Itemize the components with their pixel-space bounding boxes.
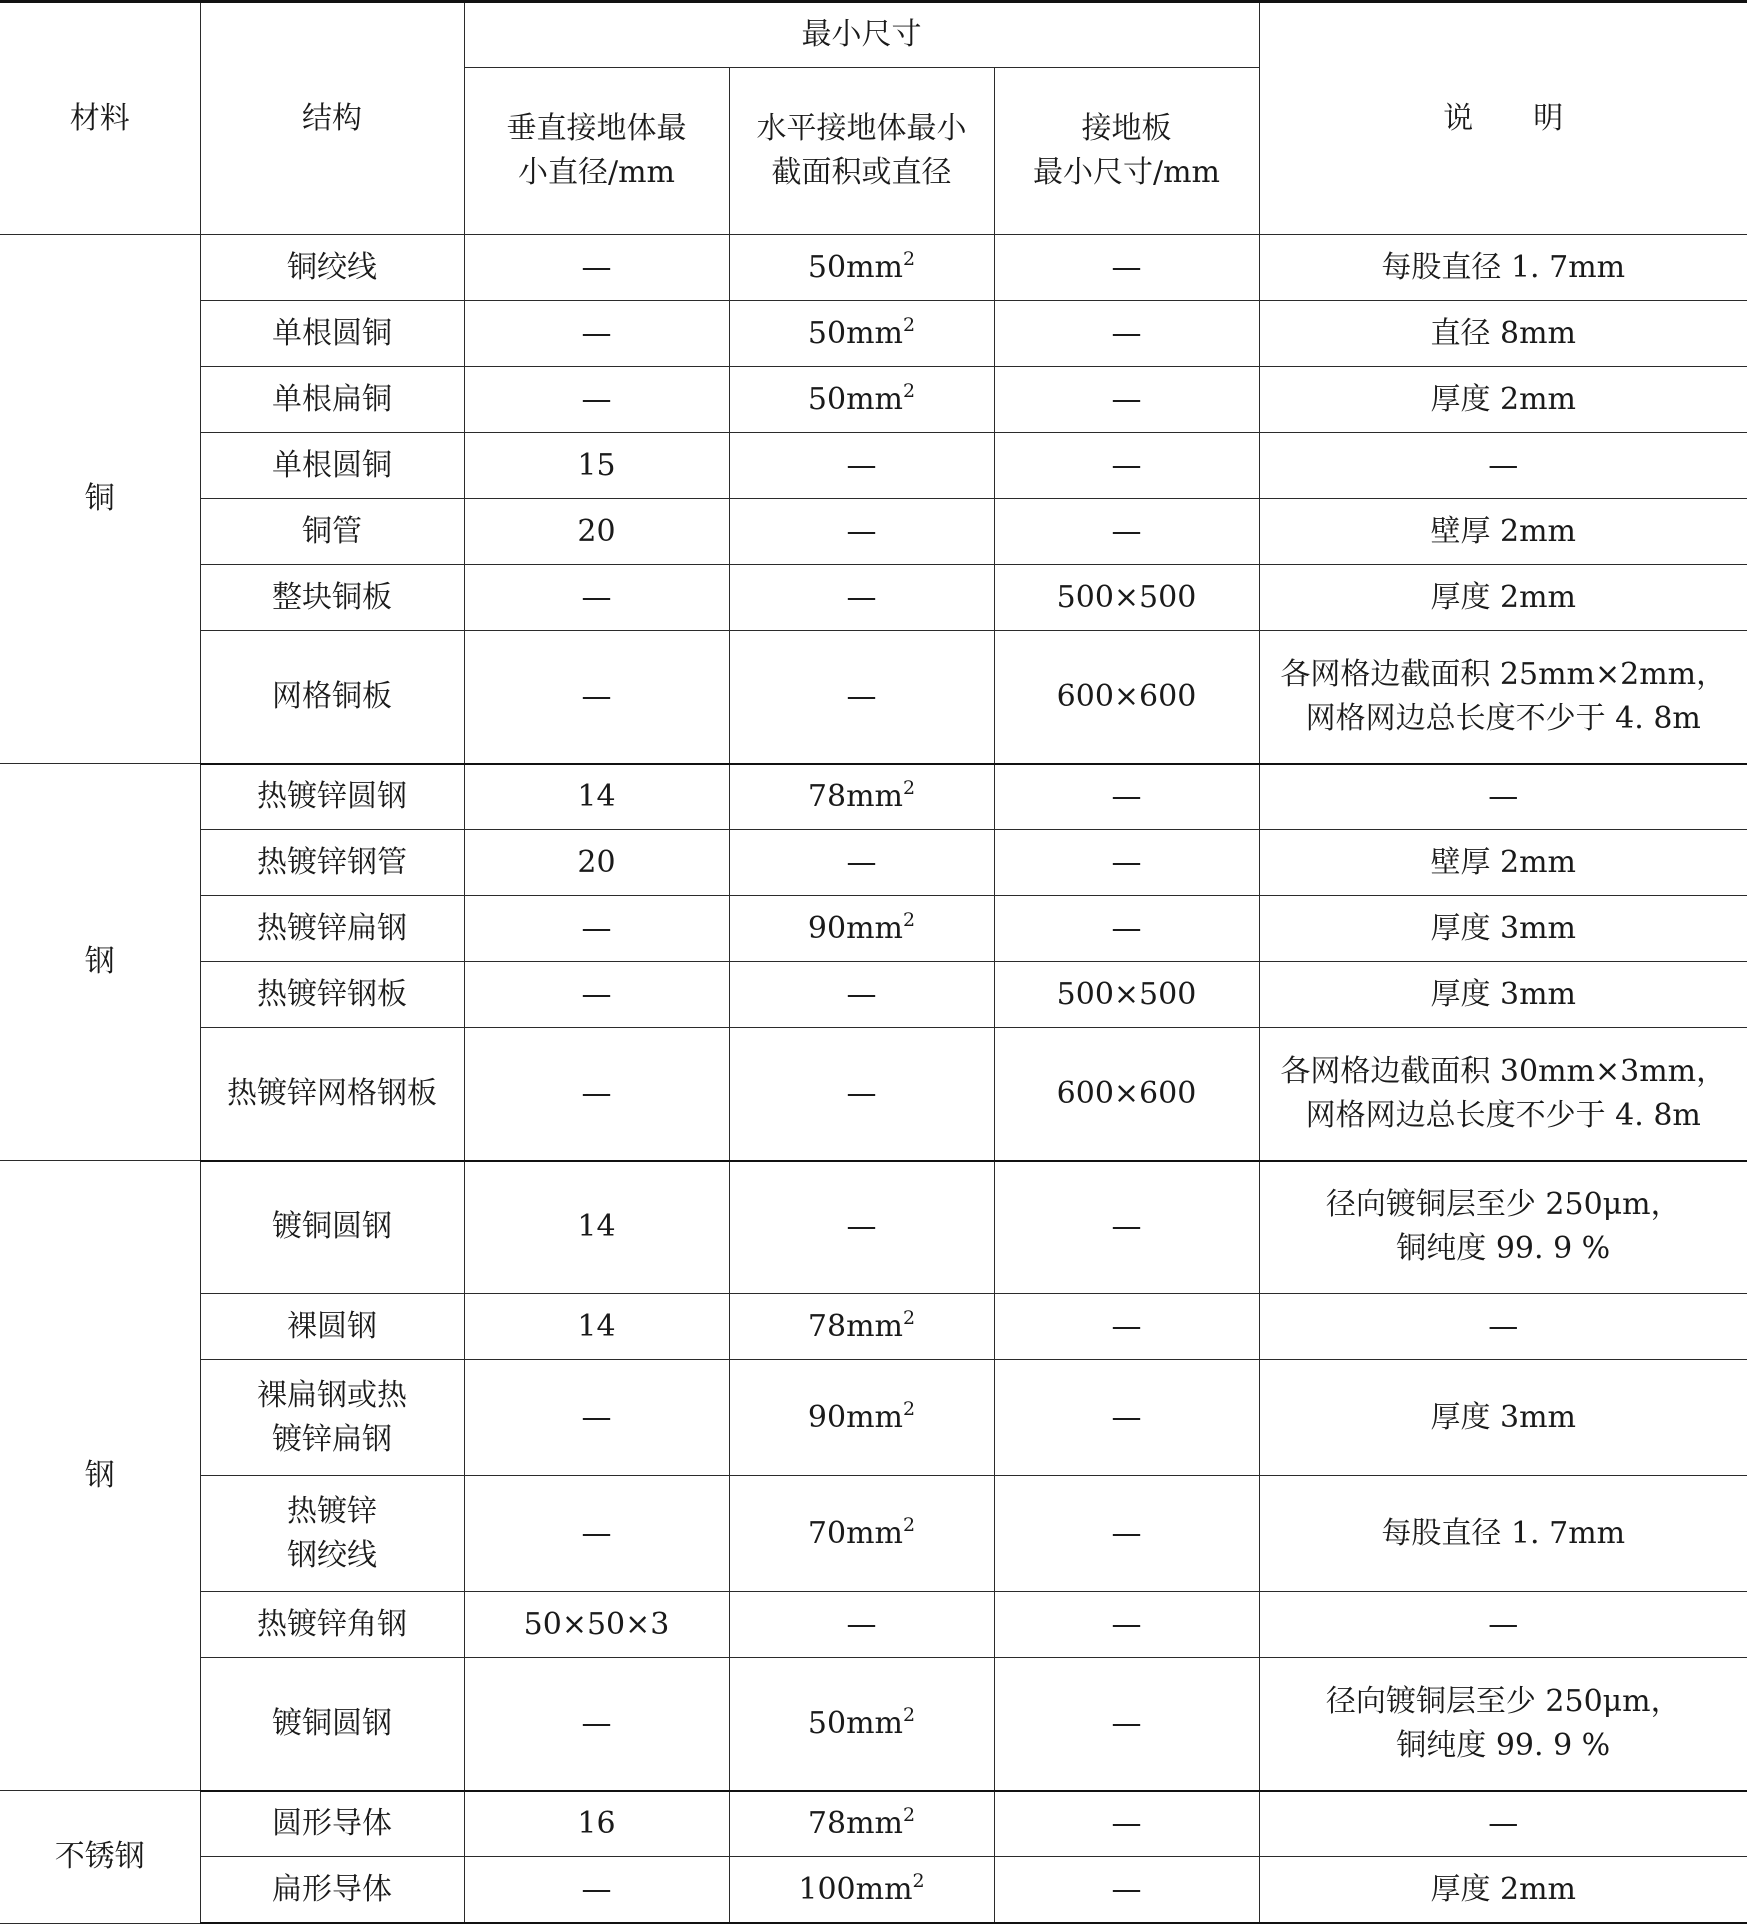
cell-line: 网格网边总长度不少于 4. 8m (1305, 700, 1701, 736)
structure-cell (200, 235, 464, 301)
cell-line: 壁厚 2mm (1430, 844, 1577, 880)
horizontal-value: — (846, 976, 877, 1012)
vertical-diameter-cell: — (464, 962, 729, 1028)
notes-cell (1259, 830, 1747, 896)
horizontal-superscript: 2 (902, 313, 916, 336)
cell-line: 每股直径 1. 7mm (1381, 1515, 1626, 1551)
header-material: 材料 (0, 2, 200, 235)
plate-size-cell: 600×600 (994, 631, 1259, 764)
table-row (0, 1791, 1747, 1857)
cell-line: 镀铜圆钢 (272, 1706, 392, 1742)
vertical-diameter-cell: — (464, 1360, 729, 1476)
plate-size-cell: 500×500 (994, 565, 1259, 631)
vertical-diameter-cell: — (464, 565, 729, 631)
material-cell: 钢 (0, 764, 200, 1161)
horizontal-section-cell (729, 235, 994, 301)
structure-cell (200, 1360, 464, 1476)
table-header (0, 2, 1747, 235)
cell-line: 铜纯度 99. 9 % (1396, 1231, 1611, 1267)
plate-size-cell: — (994, 1592, 1259, 1658)
plate-size-cell: — (994, 235, 1259, 301)
horizontal-value: 50mm (807, 315, 903, 351)
horizontal-section-cell (729, 764, 994, 830)
structure-cell (200, 433, 464, 499)
vertical-diameter-cell: 14 (464, 1161, 729, 1294)
horizontal-value: 70mm (807, 1515, 903, 1551)
horizontal-superscript: 2 (902, 1306, 916, 1329)
cell-line: 整块铜板 (272, 579, 392, 615)
horizontal-value: — (846, 678, 877, 714)
notes-cell (1259, 1857, 1747, 1923)
structure-cell (200, 1592, 464, 1658)
cell-line: 厚度 2mm (1430, 579, 1577, 615)
header-vertical-electrode: 垂直接地体最 小直径/mm (464, 68, 729, 235)
table-row (0, 301, 1747, 367)
horizontal-section-cell (729, 1791, 994, 1857)
cell-line: 扁形导体 (272, 1871, 392, 1907)
plate-size-cell: — (994, 1791, 1259, 1857)
header-min-size: 最小尺寸 (464, 2, 1259, 68)
notes-cell (1259, 1476, 1747, 1592)
cell-line: — (1488, 447, 1519, 483)
horizontal-superscript: 2 (902, 776, 916, 799)
cell-line: 厚度 2mm (1430, 381, 1577, 417)
material-cell: 钢 (0, 1161, 200, 1791)
cell-line: 铜绞线 (287, 249, 377, 285)
horizontal-section-cell (729, 367, 994, 433)
horizontal-value: — (846, 579, 877, 615)
vertical-diameter-cell: — (464, 1857, 729, 1923)
vertical-diameter-cell: — (464, 1028, 729, 1161)
horizontal-value: — (846, 1606, 877, 1642)
cell-line: 热镀锌网格钢板 (227, 1075, 437, 1111)
vertical-diameter-cell: — (464, 1476, 729, 1592)
horizontal-section-cell (729, 565, 994, 631)
structure-cell (200, 764, 464, 830)
table-row (0, 1360, 1747, 1476)
vertical-diameter-cell: 14 (464, 1294, 729, 1360)
horizontal-value: — (846, 844, 877, 880)
notes-cell (1259, 1161, 1747, 1294)
structure-cell (200, 631, 464, 764)
notes-cell (1259, 235, 1747, 301)
table-row (0, 1294, 1747, 1360)
header-notes: 说 明 (1259, 2, 1747, 235)
structure-cell (200, 1857, 464, 1923)
horizontal-superscript: 2 (912, 1869, 925, 1892)
horizontal-value: 78mm (807, 1806, 903, 1842)
horizontal-value: 50mm (807, 1706, 903, 1742)
cell-line: 各网格边截面积 30mm×3mm， (1280, 1053, 1727, 1089)
structure-cell (200, 301, 464, 367)
cell-line: 热镀锌圆钢 (257, 778, 407, 814)
cell-line: — (1488, 1806, 1519, 1842)
horizontal-superscript: 2 (902, 908, 916, 931)
horizontal-section-cell (729, 1028, 994, 1161)
cell-line: 热镀锌 (287, 1493, 377, 1529)
structure-cell (200, 1028, 464, 1161)
plate-size-cell: — (994, 830, 1259, 896)
header-horizontal-electrode: 水平接地体最小 截面积或直径 (729, 68, 994, 235)
cell-line: 网格网边总长度不少于 4. 8m (1305, 1097, 1701, 1133)
notes-cell (1259, 1592, 1747, 1658)
notes-cell (1259, 499, 1747, 565)
cell-line: 裸扁钢或热 (257, 1377, 407, 1413)
cell-line: 各网格边截面积 25mm×2mm， (1280, 656, 1727, 692)
cell-line: 热镀锌角钢 (257, 1606, 407, 1642)
notes-cell (1259, 631, 1747, 764)
notes-cell (1259, 1791, 1747, 1857)
horizontal-section-cell (729, 896, 994, 962)
structure-cell (200, 367, 464, 433)
horizontal-value: — (846, 447, 877, 483)
vertical-diameter-cell: — (464, 301, 729, 367)
notes-cell (1259, 764, 1747, 830)
cell-line: 径向镀铜层至少 250μm， (1325, 1684, 1681, 1720)
plate-size-cell: — (994, 1294, 1259, 1360)
structure-cell (200, 1476, 464, 1592)
header-structure: 结构 (200, 2, 464, 235)
material-cell: 铜 (0, 235, 200, 764)
horizontal-superscript: 2 (902, 247, 916, 270)
horizontal-value: 50mm (807, 249, 903, 285)
table-row (0, 764, 1747, 830)
table-row (0, 433, 1747, 499)
vertical-diameter-cell: — (464, 896, 729, 962)
plate-size-cell: — (994, 1360, 1259, 1476)
cell-line: 热镀锌钢管 (257, 844, 407, 880)
cell-line: 钢绞线 (287, 1537, 377, 1573)
table-row (0, 631, 1747, 764)
plate-size-cell: — (994, 433, 1259, 499)
horizontal-section-cell (729, 1592, 994, 1658)
cell-line: 裸圆钢 (287, 1308, 377, 1344)
horizontal-section-cell (729, 1294, 994, 1360)
horizontal-superscript: 2 (902, 1804, 916, 1827)
notes-cell (1259, 962, 1747, 1028)
structure-cell (200, 1161, 464, 1294)
horizontal-section-cell (729, 433, 994, 499)
cell-line: 热镀锌扁钢 (257, 910, 407, 946)
plate-size-cell: — (994, 301, 1259, 367)
cell-line: 每股直径 1. 7mm (1381, 249, 1626, 285)
table-row (0, 962, 1747, 1028)
cell-line: 厚度 3mm (1430, 1399, 1577, 1435)
plate-size-cell: — (994, 1857, 1259, 1923)
vertical-diameter-cell: 20 (464, 499, 729, 565)
cell-line: 单根圆铜 (272, 447, 392, 483)
plate-size-cell: — (994, 367, 1259, 433)
cell-line: 径向镀铜层至少 250μm， (1325, 1187, 1681, 1223)
cell-line: — (1488, 778, 1519, 814)
table-row (0, 499, 1747, 565)
horizontal-superscript: 2 (902, 379, 916, 402)
table-row (0, 1658, 1747, 1791)
notes-cell (1259, 367, 1747, 433)
vertical-diameter-cell: — (464, 631, 729, 764)
horizontal-section-cell (729, 631, 994, 764)
cell-line: 厚度 2mm (1430, 1871, 1577, 1907)
cell-line: 厚度 3mm (1430, 976, 1577, 1012)
cell-line: 镀铜圆钢 (272, 1209, 392, 1245)
cell-line: 铜管 (302, 513, 362, 549)
cell-line: 单根圆铜 (272, 315, 392, 351)
plate-size-cell: — (994, 1476, 1259, 1592)
cell-line: 壁厚 2mm (1430, 513, 1577, 549)
table-row (0, 1028, 1747, 1161)
notes-cell (1259, 1360, 1747, 1476)
notes-cell (1259, 1294, 1747, 1360)
table-body (0, 235, 1747, 1924)
horizontal-section-cell (729, 830, 994, 896)
vertical-diameter-cell: 50×50×3 (464, 1592, 729, 1658)
table-row (0, 1476, 1747, 1592)
horizontal-section-cell (729, 301, 994, 367)
cell-line: 直径 8mm (1430, 315, 1577, 351)
vertical-diameter-cell: — (464, 235, 729, 301)
cell-line: 铜纯度 99. 9 % (1396, 1728, 1611, 1764)
horizontal-value: 50mm (807, 381, 903, 417)
structure-cell (200, 565, 464, 631)
notes-cell (1259, 565, 1747, 631)
vertical-diameter-cell: 16 (464, 1791, 729, 1857)
cell-line: 网格铜板 (272, 678, 392, 714)
horizontal-value: — (846, 1209, 877, 1245)
horizontal-superscript: 2 (902, 1704, 916, 1727)
cell-line: 圆形导体 (272, 1806, 392, 1842)
table-row (0, 367, 1747, 433)
table-row (0, 1161, 1747, 1294)
horizontal-value: — (846, 513, 877, 549)
cell-line: 厚度 3mm (1430, 910, 1577, 946)
notes-cell (1259, 301, 1747, 367)
structure-cell (200, 499, 464, 565)
cell-line: 单根扁铜 (272, 381, 392, 417)
structure-cell (200, 1658, 464, 1791)
plate-size-cell: — (994, 1658, 1259, 1791)
notes-cell (1259, 1658, 1747, 1791)
vertical-diameter-cell: — (464, 367, 729, 433)
notes-cell (1259, 896, 1747, 962)
horizontal-value: 78mm (807, 1308, 903, 1344)
structure-cell (200, 830, 464, 896)
header-ground-plate: 接地板 最小尺寸/mm (994, 68, 1259, 235)
plate-size-cell: — (994, 499, 1259, 565)
structure-cell (200, 896, 464, 962)
cell-line: — (1488, 1606, 1519, 1642)
notes-cell (1259, 433, 1747, 499)
notes-cell (1259, 1028, 1747, 1161)
horizontal-section-cell (729, 962, 994, 1028)
vertical-diameter-cell: — (464, 1658, 729, 1791)
plate-size-cell: — (994, 764, 1259, 830)
cell-line: 热镀锌钢板 (257, 976, 407, 1012)
horizontal-value: 100mm (798, 1871, 913, 1907)
structure-cell (200, 1294, 464, 1360)
plate-size-cell: — (994, 1161, 1259, 1294)
structure-cell (200, 1791, 464, 1857)
plate-size-cell: 600×600 (994, 1028, 1259, 1161)
table-row (0, 896, 1747, 962)
horizontal-value: 78mm (807, 778, 903, 814)
table-row (0, 830, 1747, 896)
material-cell: 不锈钢 (0, 1791, 200, 1923)
horizontal-value: — (846, 1075, 877, 1111)
horizontal-value: 90mm (807, 910, 903, 946)
horizontal-section-cell (729, 1476, 994, 1592)
horizontal-section-cell (729, 1658, 994, 1791)
vertical-diameter-cell: 15 (464, 433, 729, 499)
vertical-diameter-cell: 14 (464, 764, 729, 830)
table-row (0, 1592, 1747, 1658)
horizontal-section-cell (729, 1360, 994, 1476)
structure-cell (200, 962, 464, 1028)
horizontal-superscript: 2 (902, 1397, 916, 1420)
plate-size-cell: — (994, 896, 1259, 962)
horizontal-section-cell (729, 1857, 994, 1923)
table-row (0, 235, 1747, 301)
horizontal-section-cell (729, 499, 994, 565)
horizontal-value: 90mm (807, 1399, 903, 1435)
horizontal-section-cell (729, 1161, 994, 1294)
table-row (0, 565, 1747, 631)
cell-line: — (1488, 1308, 1519, 1344)
table-row (0, 1857, 1747, 1923)
horizontal-superscript: 2 (902, 1513, 916, 1536)
plate-size-cell: 500×500 (994, 962, 1259, 1028)
cell-line: 镀锌扁钢 (272, 1421, 392, 1457)
vertical-diameter-cell: 20 (464, 830, 729, 896)
